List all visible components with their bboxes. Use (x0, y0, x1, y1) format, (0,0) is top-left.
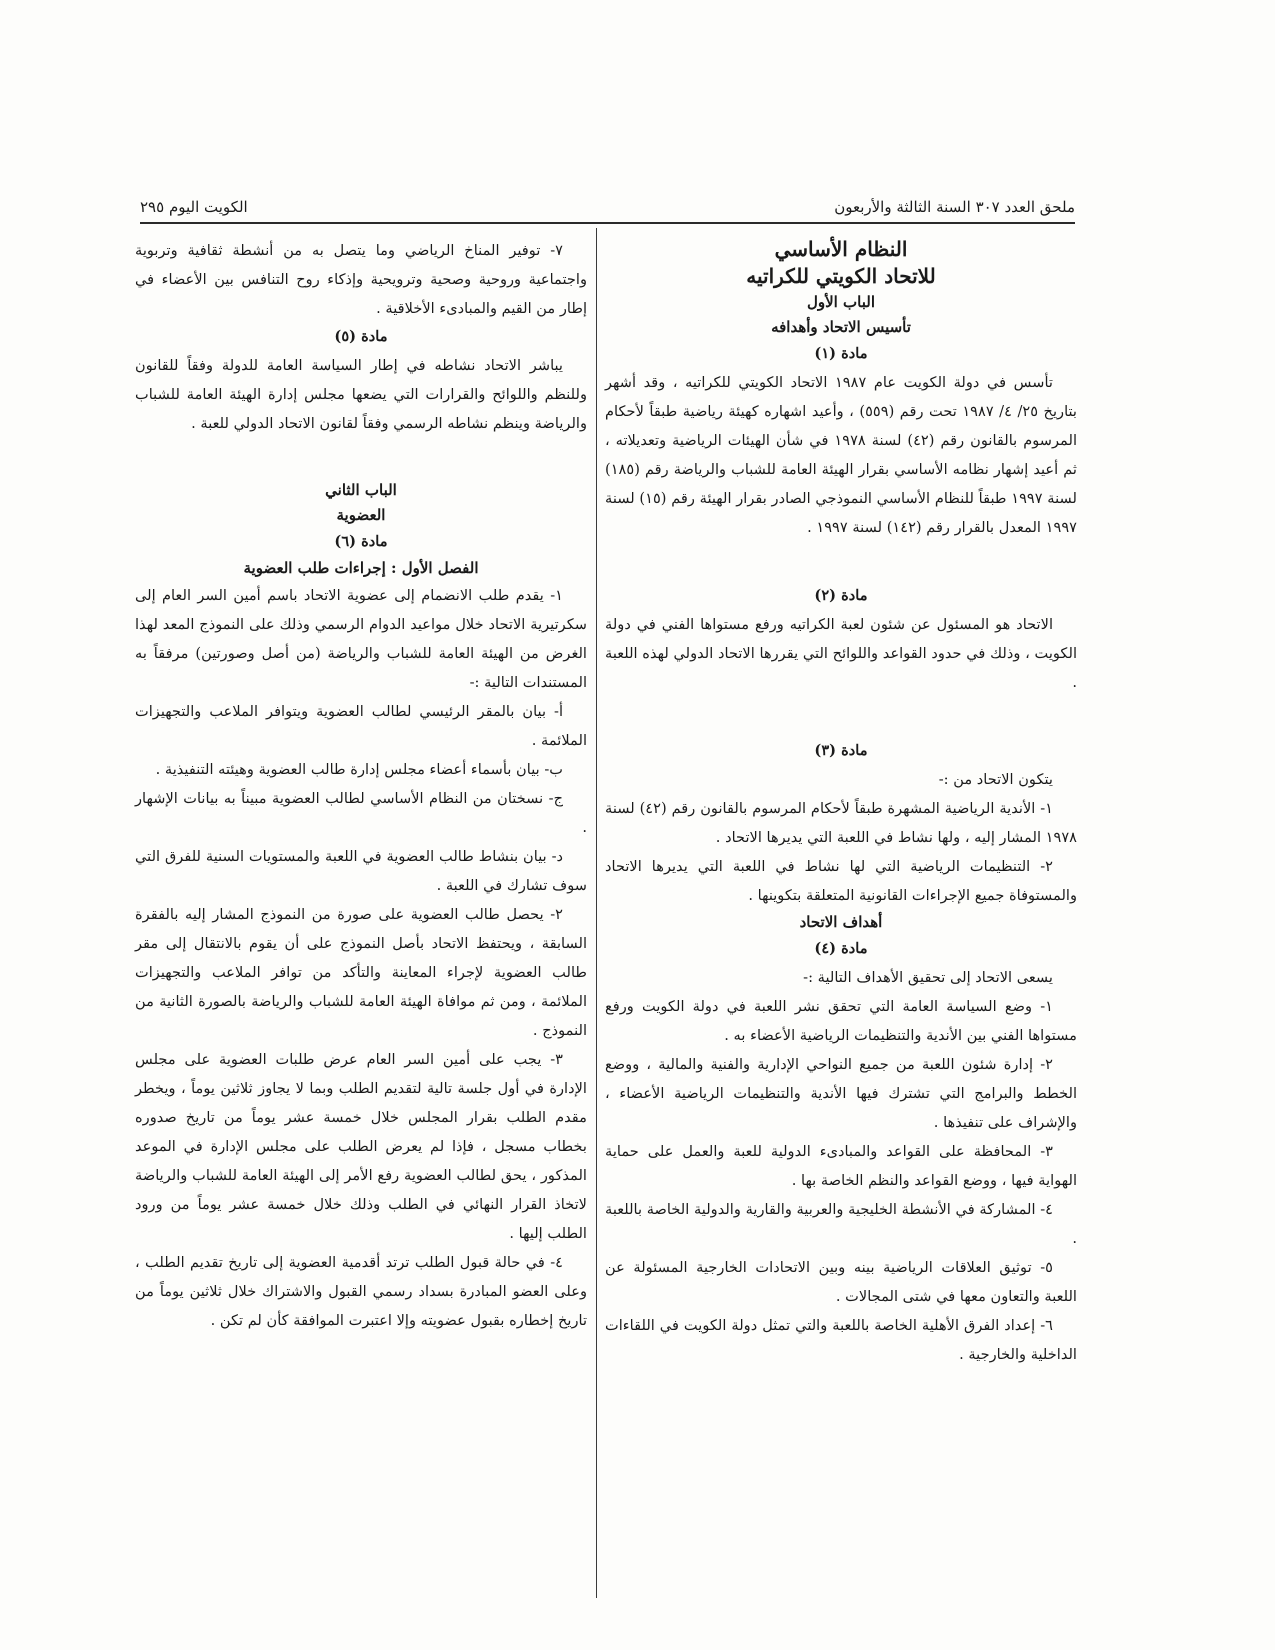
objectives-heading: أهداف الاتحاد (799, 913, 883, 931)
right-column (605, 236, 1077, 1369)
page-header (140, 196, 1075, 218)
header-rule (140, 222, 1075, 224)
part-1-heading: الباب الأول (806, 293, 876, 311)
article-4-item: ٢- إدارة شئون اللعبة من جميع النواحي الإدارية والفنية والمالية ، ووضع الخطط والبرامج التي تشترك فيها الأندية والتنظيمات الرياضية الأعضاء ، والإشراف على تنفيذها . (605, 1056, 1077, 1131)
article-4-heading: مادة (٤) (814, 940, 868, 957)
chapter-1-heading: الفصل الأول : إجراءات طلب العضوية (243, 559, 479, 577)
part-2-heading: الباب الثاني (325, 481, 397, 499)
article-6-item: ج- نسختان من النظام الأساسي لطالب العضوية مبيناً به بيانات الإشهار . (135, 790, 587, 836)
column-divider (596, 228, 597, 1598)
article-1-text: تأسس في دولة الكويت عام ١٩٨٧ الاتحاد الكويتي للكراتيه ، وقد أشهر بتاريخ ٢٥/ ٤/ ١٩٨٧ تحت رقم (٥٥٩) ، وأعيد اشهاره كهيئة رياضية طبقاً لأحكام المرسوم بالقانون رقم (٤٢) لسنة ١٩٧٨ في شأن الهيئات الرياضية وتعديلاته ، ثم أعيد إشهار نظامه الأساسي بقرار الهيئة العامة للشباب والرياضة رقم (١٨٥) لسنة ١٩٩٧ طبقاً للنظام الأساسي النموذجي الصادر بقرار الهيئة رقم (١٥) لسنة ١٩٩٧ المعدل بالقرار رقم (١٤٢) لسنة ١٩٩٧ . (605, 374, 1077, 536)
document-subtitle: للاتحاد الكويتي للكراتيه (746, 264, 936, 288)
document-title: النظام الأساسي (774, 237, 908, 261)
article-4-intro: يسعى الاتحاد إلى تحقيق الأهداف التالية :- (803, 969, 1053, 986)
article-4-item: ٥- توثيق العلاقات الرياضية بينه وبين الاتحادات الخارجية المسئولة عن اللعبة والتعاون معها في شتى المجالات . (605, 1259, 1077, 1305)
article-2-text: الاتحاد هو المسئول عن شئون لعبة الكراتيه ورفع مستواها الفني في دولة الكويت ، وذلك في حدود القواعد واللوائح التي يقررها الاتحاد الدولي لهذه اللعبة . (605, 616, 1077, 691)
left-column (135, 236, 587, 1335)
article-4-item: ٤- المشاركة في الأنشطة الخليجية والعربية والقارية والدولية الخاصة باللعبة . (605, 1201, 1077, 1247)
article-3-heading: مادة (٣) (814, 742, 868, 759)
article-2-heading: مادة (٢) (814, 587, 868, 604)
article-1-heading: مادة (١) (814, 345, 868, 362)
header-page-number: الكويت اليوم ٢٩٥ (140, 198, 248, 216)
article-4-item: ٦- إعداد الفرق الأهلية الخاصة باللعبة والتي تمثل دولة الكويت في اللقاءات الداخلية والخارجية . (605, 1317, 1077, 1363)
article-4-item: ١- وضع السياسة العامة التي تحقق نشر اللعبة في دولة الكويت ورفع مستواها الفني بين الأندية والتنظيمات الرياضية الأعضاء به . (605, 998, 1077, 1044)
article-6-paragraph-1: ١- يقدم طلب الانضمام إلى عضوية الاتحاد باسم أمين السر العام إلى سكرتيرية الاتحاد خلال مواعيد الدوام الرسمي وذلك على النموذج المعد لهذا الغرض من الهيئة العامة للشباب والرياضة (من أصل وصورتين) مرفقاً به المستندات التالية :- (135, 587, 587, 691)
article-6-paragraph-4: ٤- في حالة قبول الطلب ترتد أقدمية العضوية إلى تاريخ تقديم الطلب ، وعلى العضو المبادرة بسداد رسمي القبول والاشتراك خلال ثلاثين يوماً من تاريخ إخطاره بقبول عضويته وإلا اعتبرت الموافقة كأن لم تكن . (135, 1254, 587, 1329)
article-6-heading: مادة (٦) (334, 533, 388, 550)
article-3-intro: يتكون الاتحاد من :- (938, 771, 1053, 788)
article-6-paragraph-2: ٢- يحصل طالب العضوية على صورة من النموذج المشار إليه بالفقرة السابقة ، ويحتفظ الاتحاد بأصل النموذج على أن يقوم بالانتقال إلى مقر طالب العضوية لإجراء المعاينة والتأكد من توافر الملاعب والتجهيزات الملائمة ، ومن ثم موافاة الهيئة العامة للشباب والرياضة بالصورة الثانية من النموذج . (135, 906, 587, 1039)
article-3-item: ١- الأندية الرياضية المشهرة طبقاً لأحكام المرسوم بالقانون رقم (٤٢) لسنة ١٩٧٨ المشار إليه ، ولها نشاط في اللعبة التي يديرها الاتحاد . (605, 800, 1077, 846)
article-5-text: يباشر الاتحاد نشاطه في إطار السياسة العامة للدولة وفقاً للقانون وللنظم واللوائح والقرارات التي يضعها مجلس إدارة الهيئة العامة للشباب والرياضة وينظم نشاطه الرسمي وفقاً لقانون الاتحاد الدولي للعبة . (135, 357, 587, 432)
article-4-item-7: ٧- توفير المناخ الرياضي وما يتصل به من أنشطة ثقافية وتربوية واجتماعية وروحية وصحية وترويحية وإذكاء روح التنافس بين الأعضاء في إطار من القيم والمبادىء الأخلاقية . (135, 242, 587, 317)
article-6-item: ب- بيان بأسماء أعضاء مجلس إدارة طالب العضوية وهيئته التنفيذية . (155, 761, 563, 778)
part-1-subtitle: تأسيس الاتحاد وأهدافه (771, 318, 911, 336)
part-2-subtitle: العضوية (336, 506, 386, 524)
article-5-heading: مادة (٥) (334, 328, 388, 345)
article-6-item: أ- بيان بالمقر الرئيسي لطالب العضوية ويتوافر الملاعب والتجهيزات الملائمة . (135, 703, 587, 749)
article-6-item: د- بيان بنشاط طالب العضوية في اللعبة والمستويات السنية للفرق التي سوف تشارك في اللعبة . (135, 848, 587, 894)
header-issue-info: ملحق العدد ٣٠٧ السنة الثالثة والأربعون (834, 198, 1075, 216)
article-4-item: ٣- المحافظة على القواعد والمبادىء الدولية للعبة والعمل على حماية الهواية فيها ، ووضع القواعد والنظم الخاصة بها . (605, 1143, 1077, 1189)
article-3-item: ٢- التنظيمات الرياضية التي لها نشاط في اللعبة التي يديرها الاتحاد والمستوفاة جميع الإجراءات القانونية المتعلقة بتكوينها . (605, 858, 1077, 904)
article-6-paragraph-3: ٣- يجب على أمين السر العام عرض طلبات العضوية على مجلس الإدارة في أول جلسة تالية لتقديم الطلب وبما لا يجاوز ثلاثين يوماً ، ويخطر مقدم الطلب بقرار المجلس خلال خمسة عشر يوماً من تاريخ صدوره بخطاب مسجل ، فإذا لم يعرض الطلب على مجلس الإدارة في الموعد المذكور ، يحق لطالب العضوية رفع الأمر إلى الهيئة العامة للشباب والرياضة لاتخاذ القرار النهائي في الطلب وذلك خلال خمسة عشر يوماً من ورود الطلب إليها . (135, 1051, 587, 1242)
